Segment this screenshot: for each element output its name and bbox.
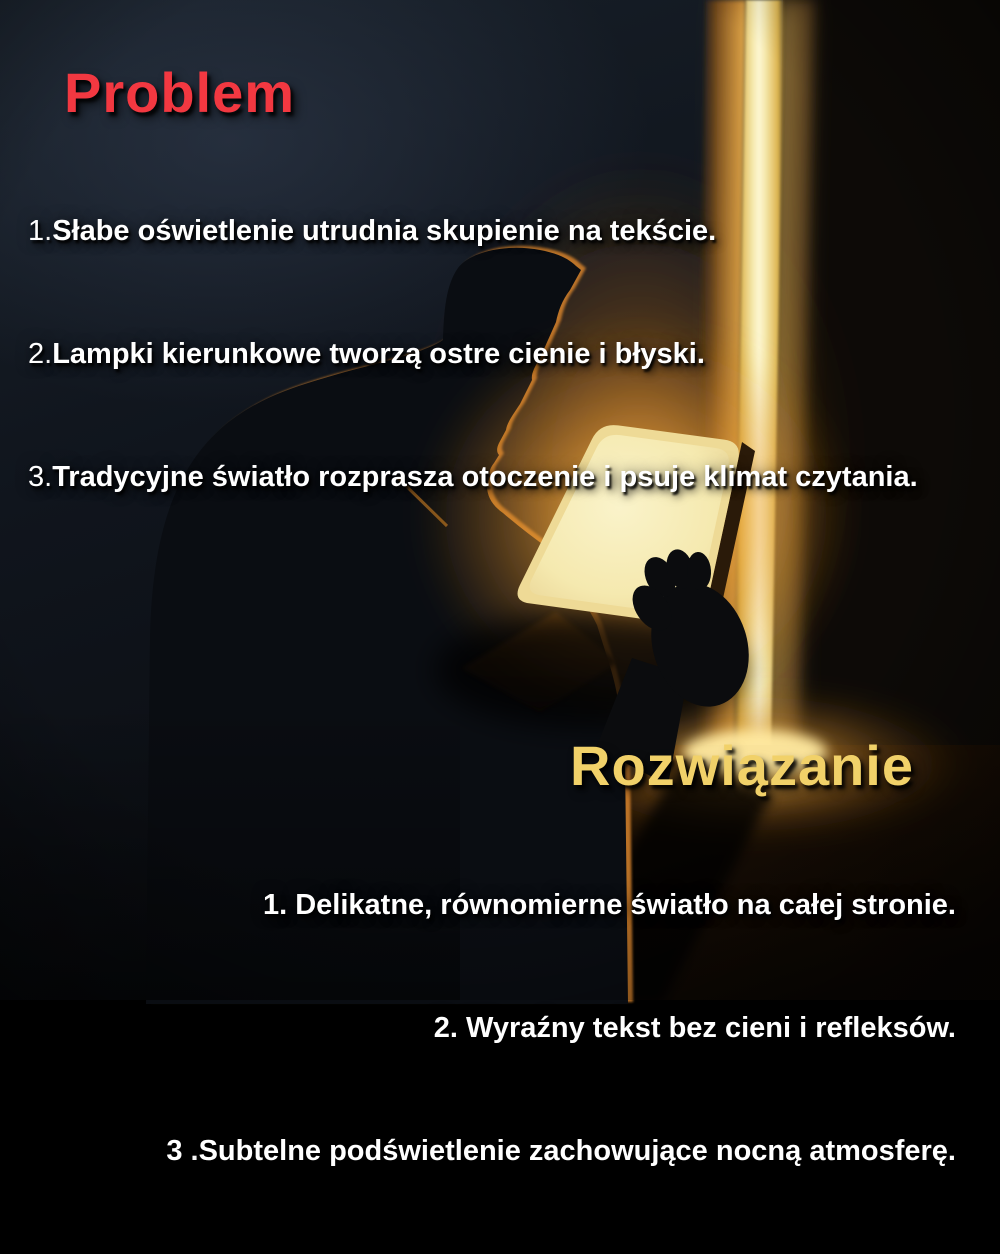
solution-list (166, 803, 956, 1254)
item-number: 3 . (166, 1135, 199, 1167)
problem-title: Problem (64, 61, 296, 124)
list-item (166, 1008, 956, 1049)
item-text: Delikatne, równomierne światło na całej stronie. (295, 889, 956, 921)
problem-list (28, 129, 918, 580)
solution-title: Rozwiązanie (570, 734, 914, 797)
item-number: 1. (262, 889, 296, 921)
list-item (28, 457, 918, 498)
list-item (166, 885, 956, 926)
item-text: Lampki kierunkowe tworzą ostre cienie i błyski. (52, 338, 705, 370)
item-text: Wyraźny tekst bez cieni i refleksów. (466, 1012, 956, 1044)
item-number: 2. (28, 338, 53, 370)
item-text: Słabe oświetlenie utrudnia skupienie na tekście. (52, 215, 717, 247)
list-item (28, 211, 918, 252)
item-number: 3. (28, 461, 53, 493)
item-text: Subtelne podświetlenie zachowujące nocną atmosferę. (198, 1135, 956, 1167)
item-number: 2. (433, 1012, 467, 1044)
list-item (28, 334, 918, 375)
item-number: 1. (28, 215, 53, 247)
item-text: Tradycyjne światło rozprasza otoczenie i psuje klimat czytania. (52, 461, 918, 493)
list-item (166, 1131, 956, 1172)
